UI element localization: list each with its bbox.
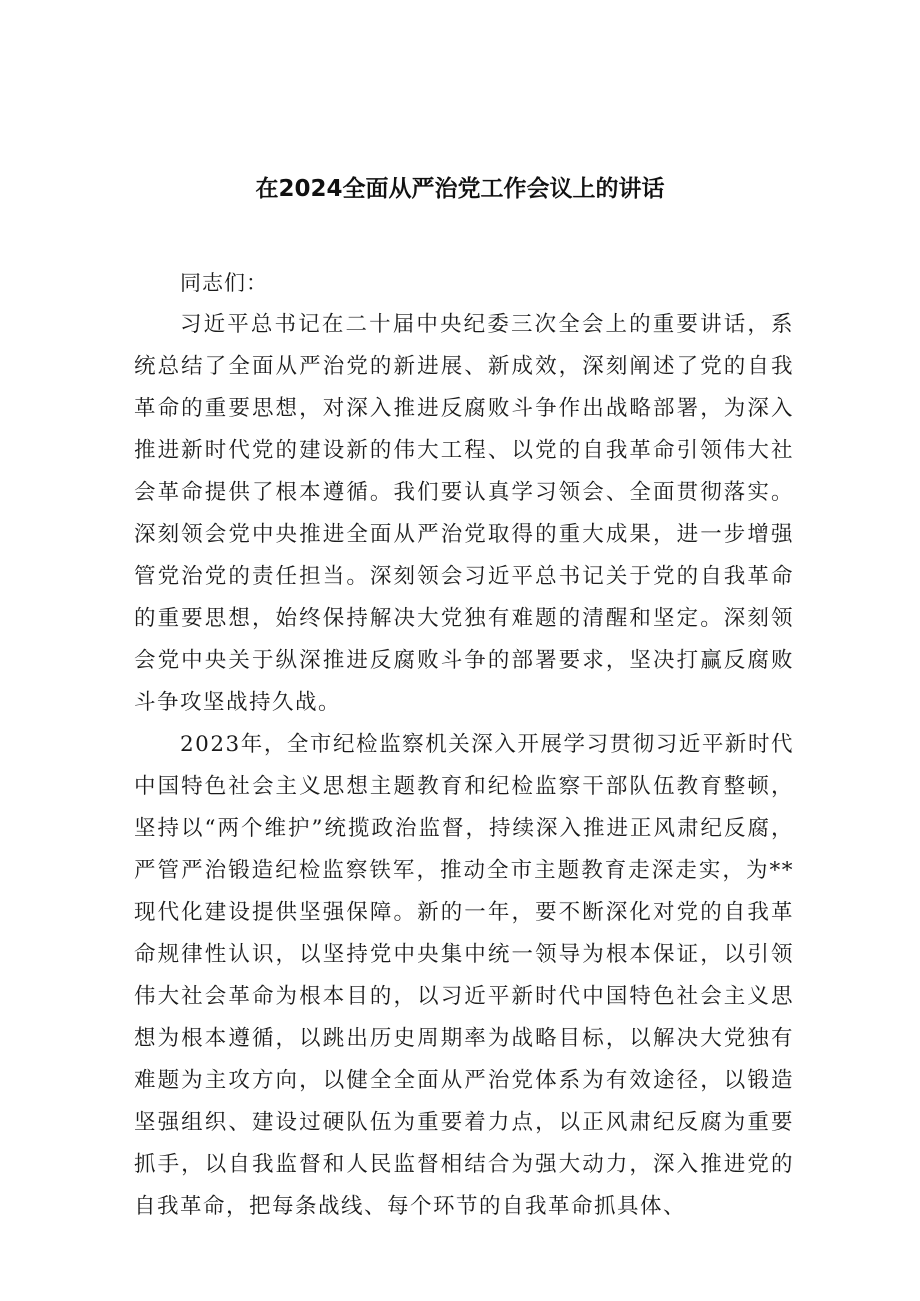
- document-body: [134, 262, 794, 1228]
- document-title: 在2024全面从严治党工作会议上的讲话: [255, 176, 665, 202]
- salutation: 同志们：: [180, 271, 268, 295]
- paragraph-2: 2023年，全市纪检监察机关深入开展学习贯彻习近平新时代中国特色社会主义思想主题教育和纪检监察干部队伍教育整顿，坚持以“两个维护”统揽政治监督，持续深入推进正风肃纪反腐，严管严治锻造纪检监察铁军，推动全市主题教育走深走实，为**现代化建设提供坚强保障。新的一年，要不断深化对党的自我革命规律性认识，以坚持党中央集中统一领导为根本保证，以引领伟大社会革命为根本目的，以习近平新时代中国特色社会主义思想为根本遵循，以跳出历史周期率为战略目标，以解决大党独有难题为主攻方向，以健全全面从严治党体系为有效途径，以锻造坚强组织、建设过硬队伍为重要着力点，以正风肃纪反腐为重要抓手，以自我监督和人民监督相结合为强大动力，深入推进党的自我革命，把每条战线、每个环节的自我革命抓具体、: [134, 732, 794, 1219]
- paragraph-1: 习近平总书记在二十届中央纪委三次全会上的重要讲话，系统总结了全面从严治党的新进展、新成效，深刻阐述了党的自我革命的重要思想，对深入推进反腐败斗争作出战略部署，为深入推进新时代党的建设新的伟大工程、以党的自我革命引领伟大社会革命提供了根本遵循。我们要认真学习领会、全面贯彻落实。深刻领会党中央推进全面从严治党取得的重大成果，进一步增强管党治党的责任担当。深刻领会习近平总书记关于党的自我革命的重要思想，始终保持解决大党独有难题的清醒和坚定。深刻领会党中央关于纵深推进反腐败斗争的部署要求，坚决打赢反腐败斗争攻坚战持久战。: [134, 312, 794, 715]
